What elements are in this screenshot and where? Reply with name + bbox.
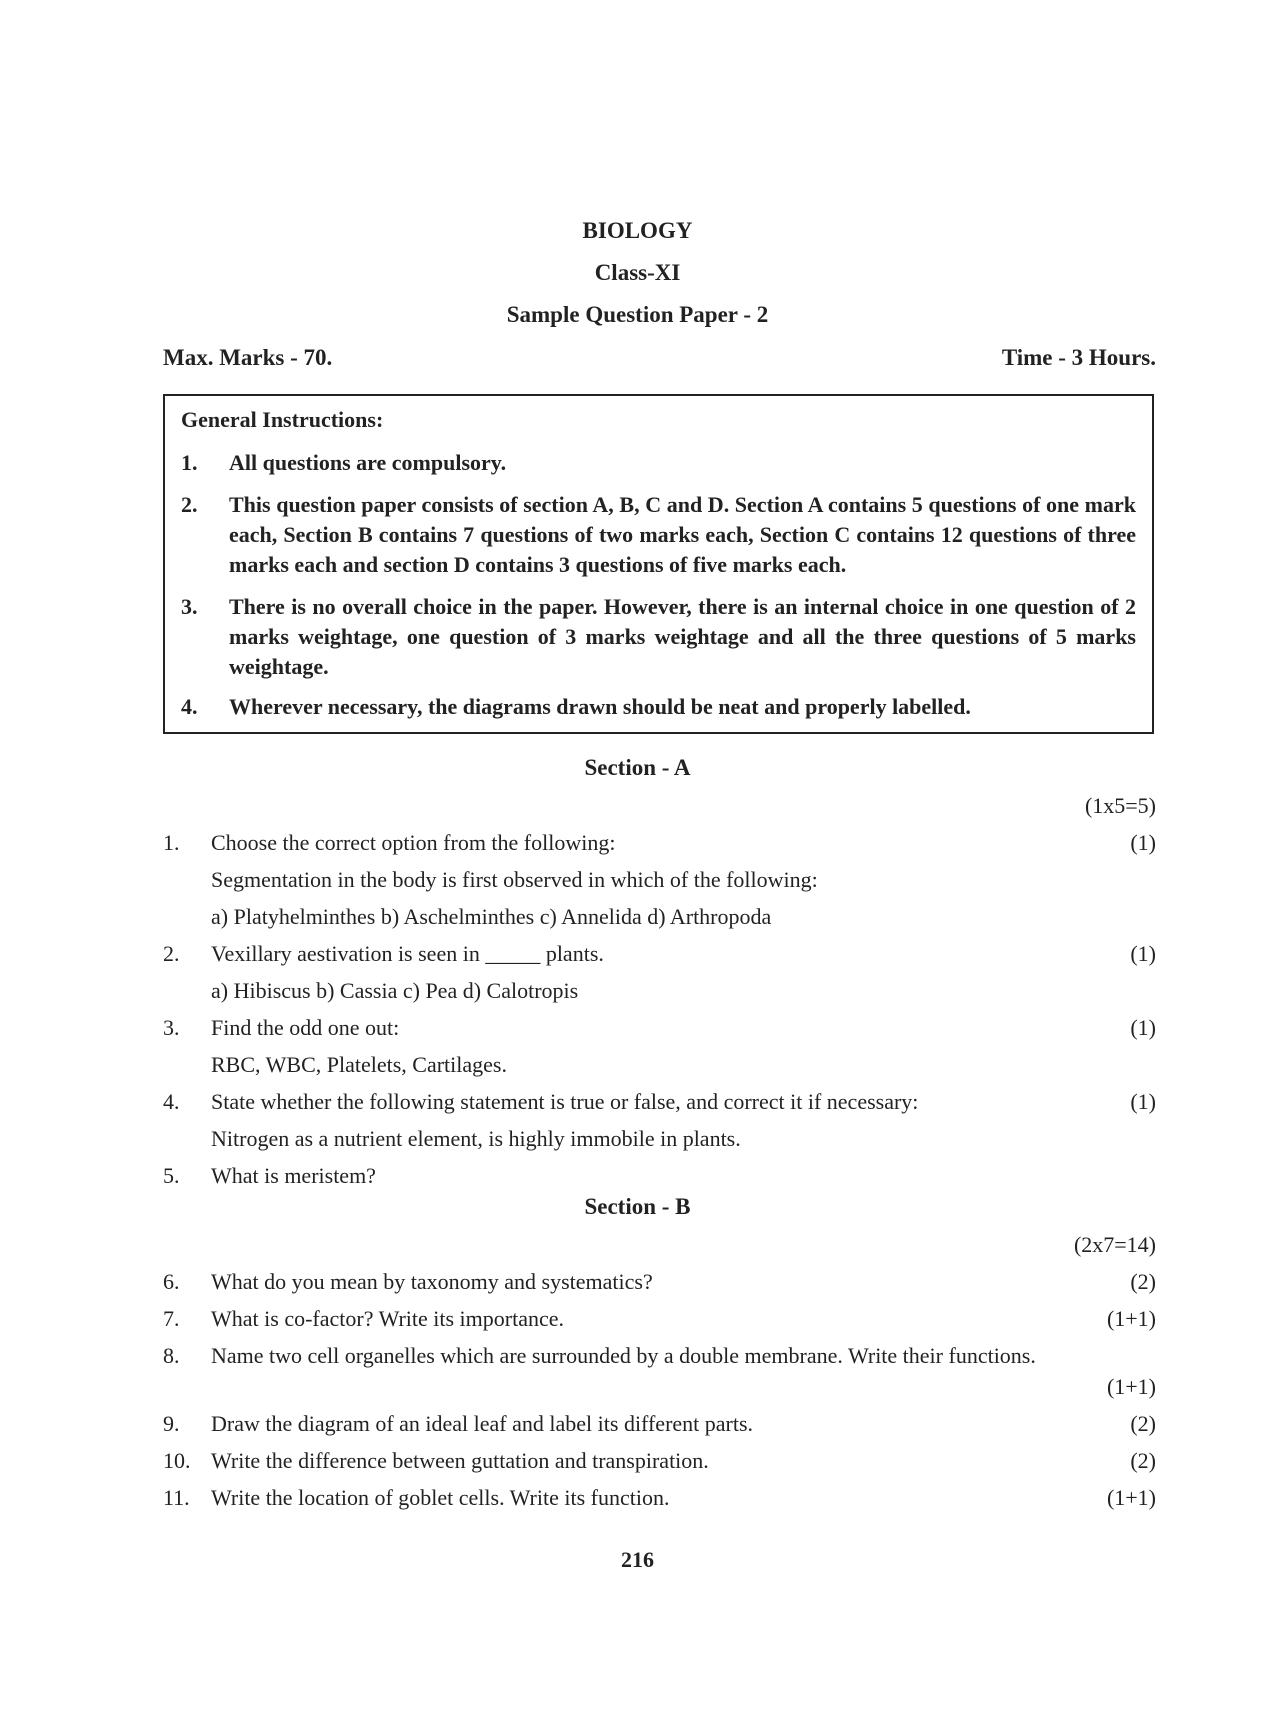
question-text: State whether the following statement is true or false, and correct it if necessary:	[211, 1089, 919, 1114]
question-marks: (2)	[1130, 1269, 1156, 1294]
question-text: Vexillary aestivation is seen in _____ plants.	[211, 941, 604, 966]
class-title: Class-XI	[594, 260, 681, 285]
question-marks: (1)	[1130, 941, 1156, 966]
question-marks: (2)	[1130, 1411, 1156, 1436]
question-text: What is co-factor? Write its importance.	[211, 1306, 565, 1331]
question-text: What do you mean by taxonomy and systematics?	[211, 1269, 653, 1294]
question-number: 2.	[163, 941, 180, 966]
paper-title: Sample Question Paper - 2	[506, 302, 769, 327]
instruction-text: Wherever necessary, the diagrams drawn should be neat and properly labelled.	[229, 694, 971, 719]
question-number: 10.	[163, 1448, 191, 1473]
instruction-item	[181, 490, 1136, 580]
question-number: 1.	[163, 830, 180, 855]
page-number: 216	[621, 1547, 654, 1572]
question-number: 11.	[163, 1485, 190, 1510]
question-line: Nitrogen as a nutrient element, is highly immobile in plants.	[211, 1126, 741, 1151]
instructions-title: General Instructions:	[181, 407, 384, 432]
question-marks: (2)	[1130, 1448, 1156, 1473]
instruction-number: 2.	[181, 492, 198, 517]
question-number: 3.	[163, 1015, 180, 1040]
instruction-text: This question paper consists of section A, B, C and D. Section A contains 5 questions of one mark each, Section B contains 7 questions of two marks each, Section C contains 12 questions of three marks each and section D contains 3 questions of five marks each.	[229, 492, 1136, 577]
instruction-item	[181, 448, 1136, 478]
question-marks: (1+1)	[1106, 1374, 1156, 1399]
question-text: Choose the correct option from the following:	[211, 830, 616, 855]
question-marks: (1+1)	[1106, 1485, 1156, 1510]
question-marks: (1)	[1130, 1089, 1156, 1114]
question-number: 5.	[163, 1163, 180, 1188]
question-number: 4.	[163, 1089, 180, 1114]
question-text: What is meristem?	[211, 1163, 376, 1188]
section-a-total: (1x5=5)	[1084, 793, 1156, 818]
question-marks: (1)	[1130, 830, 1156, 855]
max-marks: Max. Marks - 70.	[163, 345, 333, 370]
instruction-item	[181, 692, 1136, 722]
question-options: a) Platyhelminthes b) Aschelminthes c) Annelida d) Arthropoda	[211, 904, 772, 929]
question-marks: (1+1)	[1106, 1306, 1156, 1331]
question-line: RBC, WBC, Platelets, Cartilages.	[211, 1052, 507, 1077]
question-text: Name two cell organelles which are surrounded by a double membrane. Write their functions.	[211, 1343, 1036, 1368]
general-instructions-box	[163, 394, 1154, 734]
section-a-title: Section - A	[584, 755, 691, 780]
question-line: Segmentation in the body is first observed in which of the following:	[211, 867, 818, 892]
subject-title: BIOLOGY	[582, 218, 693, 243]
section-b-total: (2x7=14)	[1073, 1232, 1156, 1257]
section-b-title: Section - B	[584, 1194, 691, 1219]
question-options: a) Hibiscus b) Cassia c) Pea d) Calotropis	[211, 978, 579, 1003]
question-text: Write the difference between guttation and transpiration.	[211, 1448, 709, 1473]
question-text: Draw the diagram of an ideal leaf and label its different parts.	[211, 1411, 754, 1436]
time-allowed: Time - 3 Hours.	[1001, 345, 1156, 370]
instruction-number: 4.	[181, 694, 198, 719]
instruction-text: There is no overall choice in the paper. However, there is an internal choice in one question of 2 marks weightage, one question of 3 marks weightage and all the three questions of 5 marks weightage.	[229, 594, 1136, 679]
question-number: 8.	[163, 1343, 180, 1368]
question-number: 7.	[163, 1306, 180, 1331]
question-number: 6.	[163, 1269, 180, 1294]
instruction-text: All questions are compulsory.	[229, 450, 507, 475]
instruction-number: 1.	[181, 450, 198, 475]
question-text: Find the odd one out:	[211, 1015, 400, 1040]
instruction-number: 3.	[181, 594, 198, 619]
question-text: Write the location of goblet cells. Write its function.	[211, 1485, 670, 1510]
question-marks: (1)	[1130, 1015, 1156, 1040]
question-number: 9.	[163, 1411, 180, 1436]
instruction-item	[181, 592, 1136, 682]
